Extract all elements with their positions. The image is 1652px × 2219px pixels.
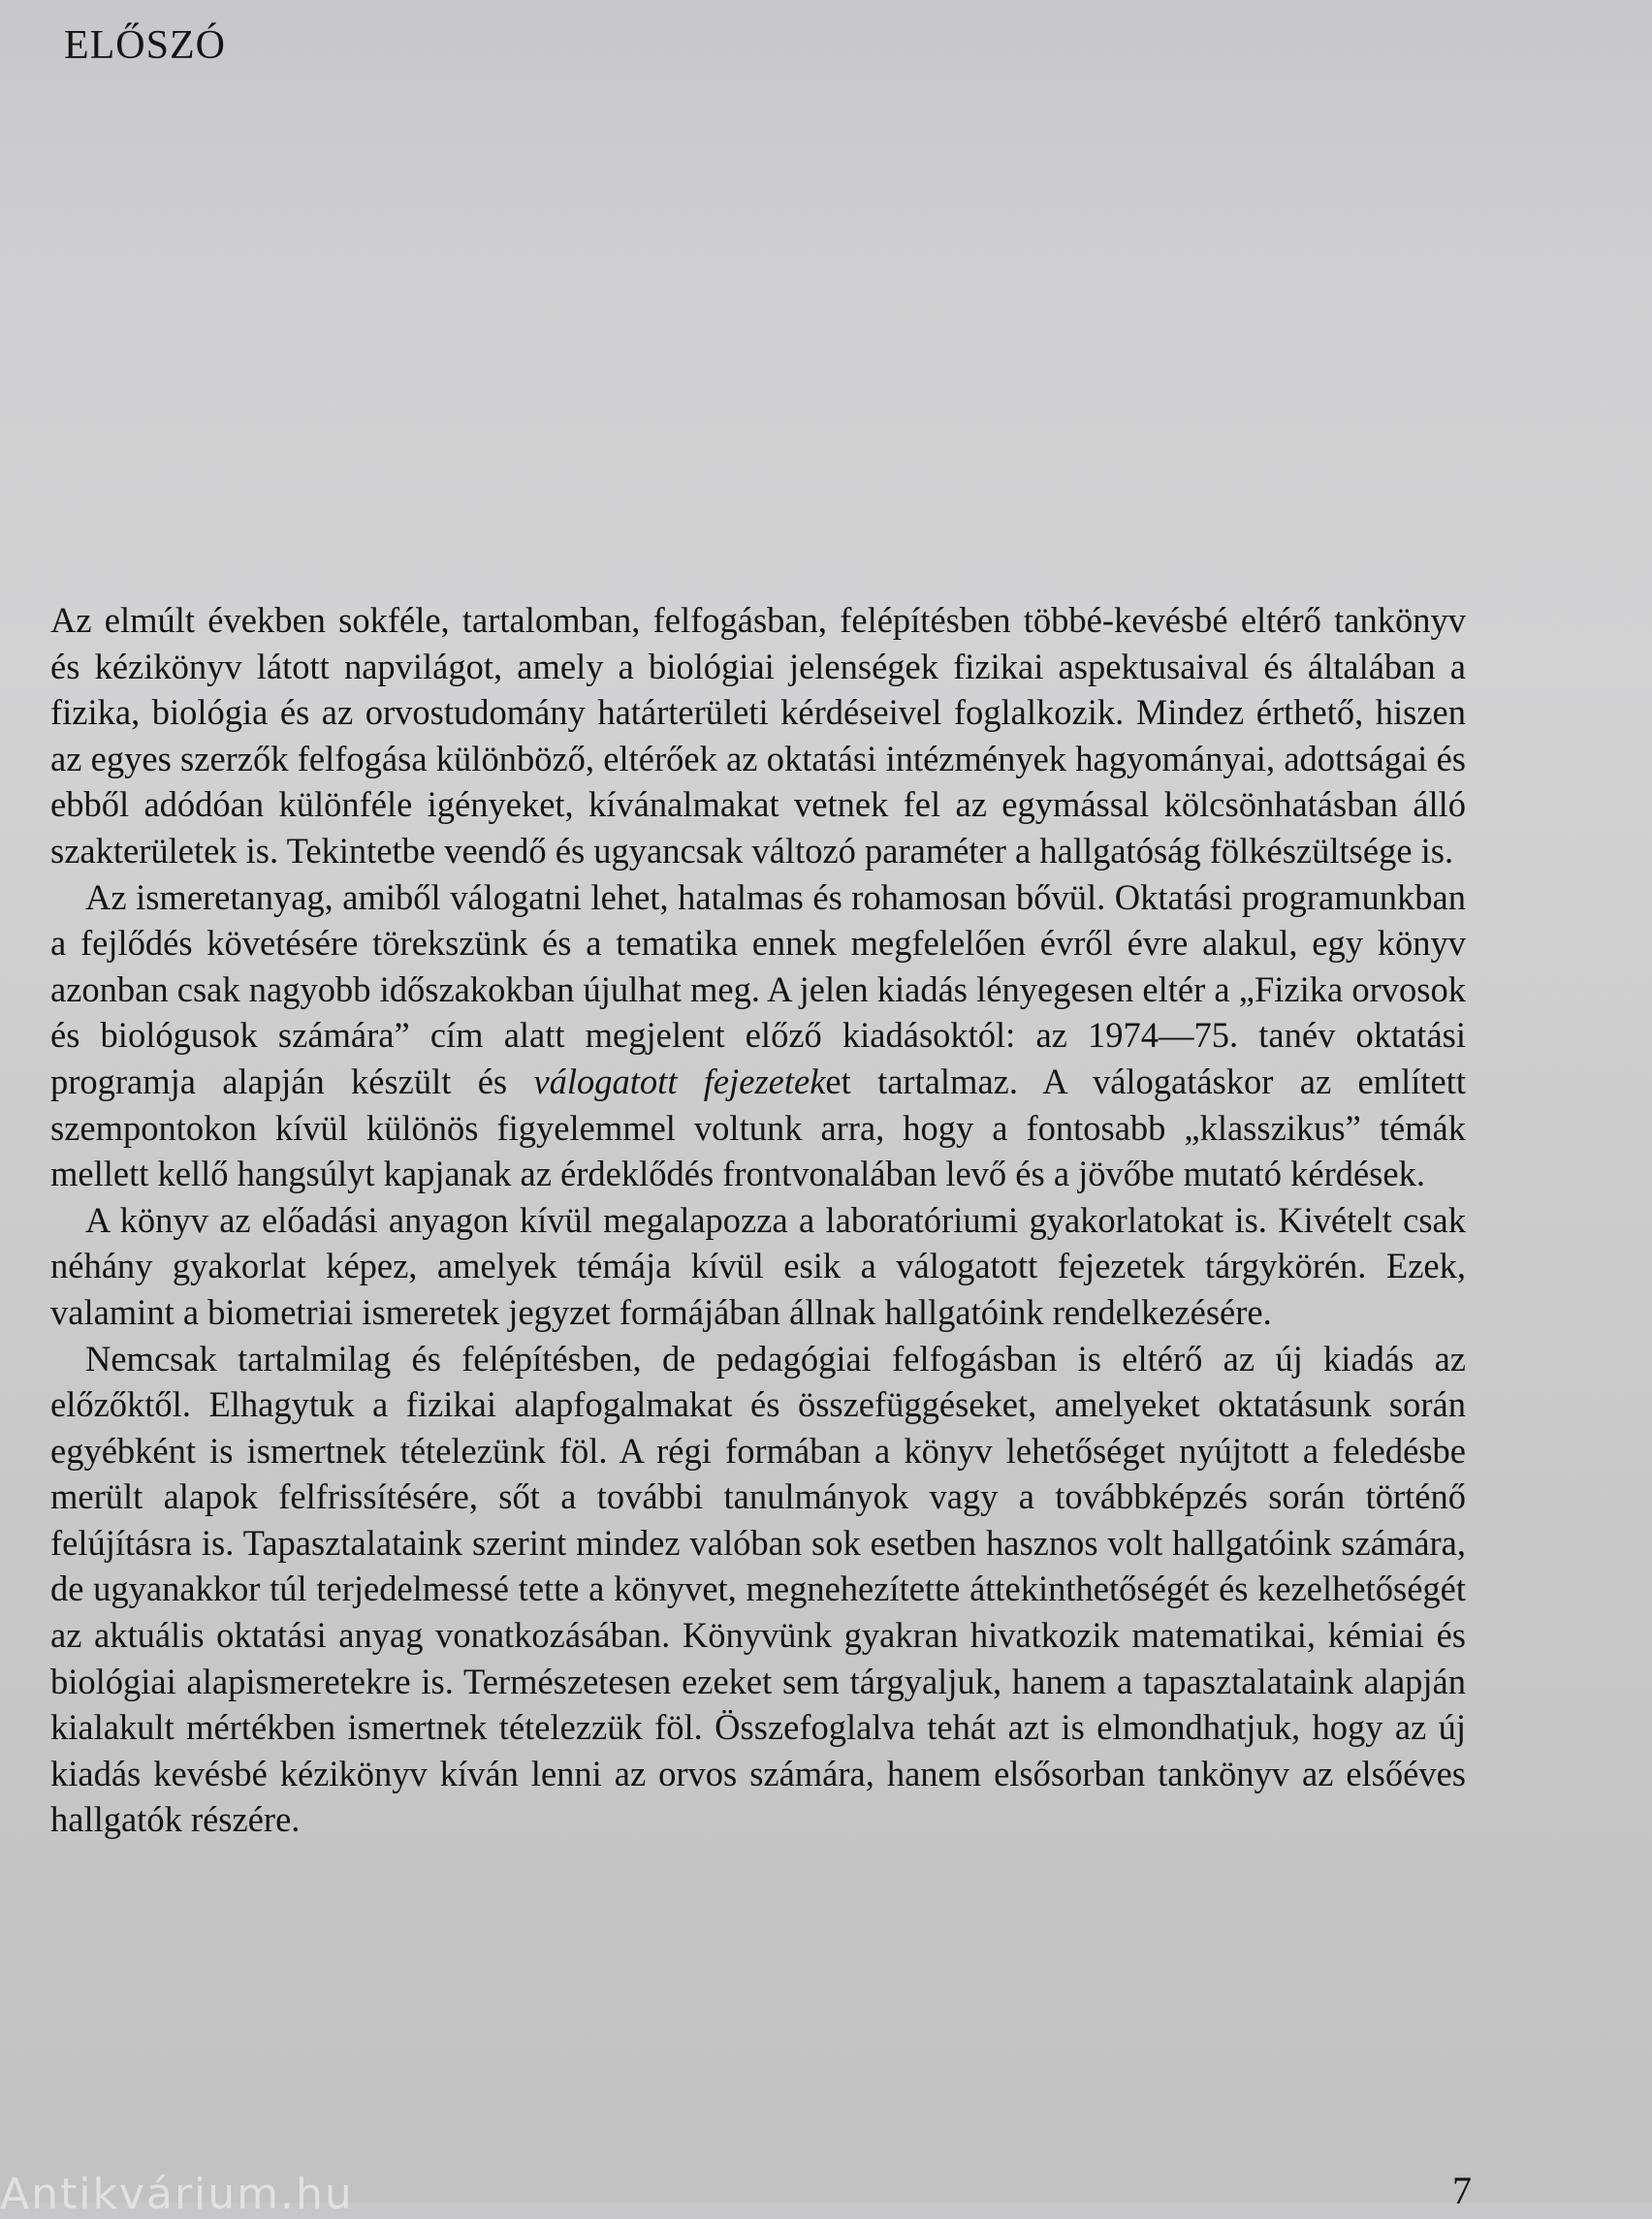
paragraph-2 [50, 874, 1466, 1197]
page-title: ELŐSZÓ [64, 23, 226, 68]
paragraph-2-text-after: et tartalmaz. A válogatáskor az említett szempontokon kívül különös figyelemmel voltunk arra, hogy a fontosabb „klasszikus” témák mellett kellő hangsúlyt kapjanak az érdeklődés frontvonalában levő és a jövőbe mutató kérdések. [50, 1061, 1466, 1194]
paragraph-2-text-before: Az ismeretanyag, amiből válogatni lehet, hatalmas és rohamosan bővül. Oktatási programunkban a fejlődés követésére törekszünk és a tematika ennek megfelelően évről évre alakul, egy könyv azonban csak nagyobb időszakokban újulhat meg. A jelen kiadás lényegesen eltér a „Fizika orvosok és biológusok számára” cím alatt megjelent előző kiadásoktól: az 1974—75. tanév oktatási programja alapján készült és [50, 876, 1466, 1101]
preface-body [50, 597, 1466, 1843]
watermark: Antikvárium.hu [0, 2170, 354, 2219]
paragraph-4: Nemcsak tartalmilag és felépítésben, de pedagógiai felfogásban is eltérő az új kiadás az előzőktől. Elhagytuk a fizikai alapfogalmakat és összefüggéseket, amelyeket oktatásunk során egyébként is ismertnek tételezünk föl. A régi formában a könyv lehetőséget nyújtott a feledésbe merült alapok felfrissítésére, sőt a további tanulmányok vagy a továbbképzés során történő felújításra is. Tapasztalataink szerint mindez valóban sok esetben hasznos volt hallgatóink számára, de ugyanakkor túl terjedelmessé tette a könyvet, megnehezítette áttekinthetőségét és kezelhetőségét az aktuális oktatási anyag vonatkozásában. Könyvünk gyakran hivatkozik matematikai, kémiai és biológiai alapismeretekre is. Természetesen ezeket sem tárgyaljuk, hanem a tapasztalataink alapján kialakult mértékben ismertnek tételezzük föl. Összefoglalva tehát azt is elmondhatjuk, hogy az új kiadás kevésbé kézikönyv kíván lenni az orvos számára, hanem elsősorban tankönyv az elsőéves hallgatók részére. [50, 1338, 1466, 1840]
paragraph-1: Az elmúlt években sokféle, tartalomban, felfogásban, felépítésben többé-kevésbé eltérő tankönyv és kézikönyv látott napvilágot, amely a biológiai jelenségek fizikai aspektusaival és általában a fizika, biológia és az orvostudomány határterületi kérdéseivel foglalkozik. Mindez érthető, hiszen az egyes szerzők felfogása különböző, eltérőek az oktatási intézmények hagyományai, adottságai és ebből adódóan különféle igényeket, kívánalmakat vetnek fel az egymással kölcsönhatásban álló szakterületek is. Tekintetbe veendő és ugyancsak változó paraméter a hallgatóság fölkészültsége is. [50, 600, 1466, 871]
page-number: 7 [1452, 2169, 1472, 2212]
paragraph-3: A könyv az előadási anyagon kívül megalapozza a laboratóriumi gyakorlatokat is. Kivételt csak néhány gyakorlat képez, amelyek témája kívül esik a válogatott fejezetek tárgykörén. Ezek, valamint a biometriai ismeretek jegyzet formájában állnak hallgatóink rendelkezésére. [50, 1199, 1466, 1332]
paragraph-2-italic: válogatott fejezetek [533, 1061, 826, 1101]
